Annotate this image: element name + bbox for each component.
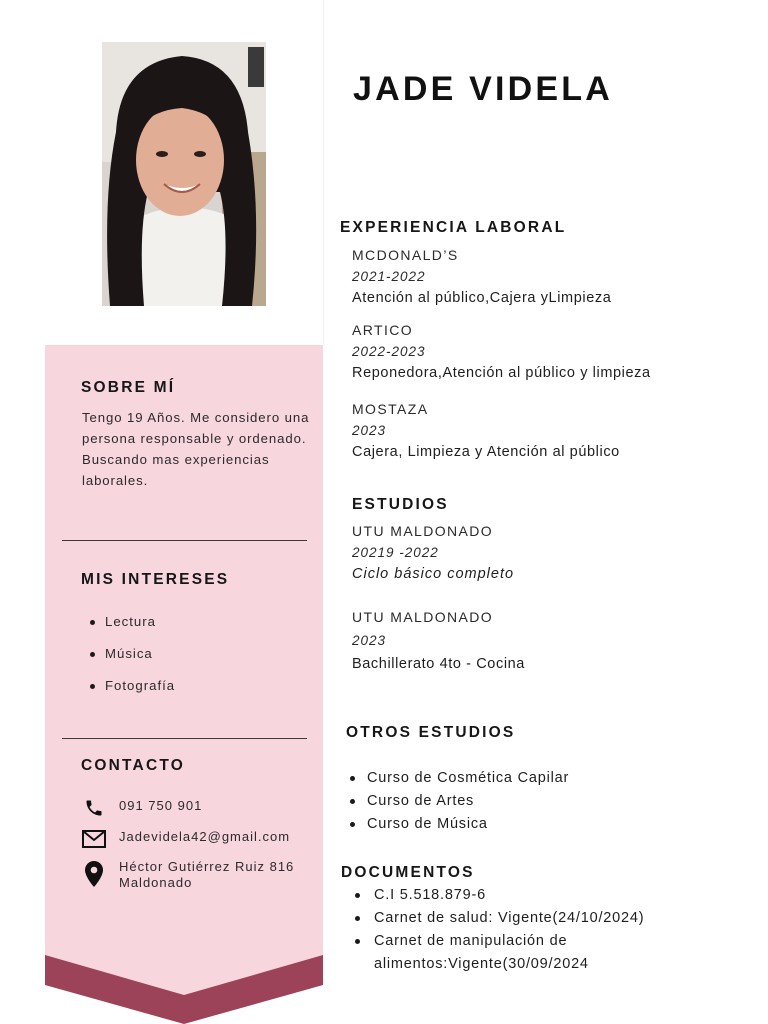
about-text: Tengo 19 Años. Me considero una persona responsable y ordenado. Buscando mas experiencias laborales.	[82, 410, 310, 488]
job-entry	[352, 246, 611, 308]
study-years: 20219 -2022	[352, 545, 439, 560]
study-description: Bachillerato 4to - Cocina	[352, 656, 525, 672]
other-studies-list	[348, 767, 569, 836]
column-divider	[323, 0, 324, 345]
documents-list	[353, 884, 693, 976]
study-entry	[352, 522, 514, 584]
job-description: Cajera, Limpieza y Atención al público	[352, 444, 620, 460]
documents-heading: DOCUMENTOS	[341, 864, 475, 881]
job-company: ARTICO	[352, 322, 414, 338]
job-company: MCDONALD’S	[352, 247, 459, 263]
job-description: Reponedora,Atención al público y limpieza	[352, 365, 651, 381]
experience-heading: EXPERIENCIA LABORAL	[340, 219, 567, 236]
other-studies-heading: OTROS ESTUDIOS	[346, 724, 516, 741]
interest-item: Fotografía	[88, 676, 175, 708]
phone-icon	[82, 798, 106, 818]
phone-number: 091 750 901	[119, 798, 203, 813]
study-school: UTU MALDONADO	[352, 609, 494, 625]
contact-address	[82, 859, 294, 891]
interests-list	[88, 612, 175, 708]
contact-email	[82, 829, 290, 849]
job-entry	[352, 400, 620, 462]
other-study-item: Curso de Cosmética Capilar	[348, 767, 569, 790]
address-text	[119, 859, 294, 891]
document-item: C.I 5.518.879-6	[353, 884, 693, 907]
document-item: Carnet de manipulación de alimentos:Vigente(30/09/2024	[353, 930, 653, 976]
contact-phone	[82, 798, 202, 818]
study-school: UTU MALDONADO	[352, 523, 494, 539]
location-pin-icon	[82, 859, 106, 889]
profile-photo-illustration	[102, 42, 266, 306]
interest-item: Música	[88, 644, 175, 676]
section-divider	[62, 738, 307, 739]
interest-item: Lectura	[88, 612, 175, 644]
interests-heading: MIS INTERESES	[81, 571, 230, 588]
job-years: 2021-2022	[352, 269, 426, 284]
study-description: Ciclo básico completo	[352, 566, 515, 582]
about-heading: SOBRE MÍ	[81, 379, 176, 396]
job-years: 2023	[352, 423, 387, 438]
email-icon	[82, 829, 106, 849]
address-line-1: Héctor Gutiérrez Ruiz 816	[119, 859, 295, 874]
study-entry	[352, 608, 525, 674]
profile-photo	[102, 42, 266, 306]
job-years: 2022-2023	[352, 344, 426, 359]
contact-heading: CONTACTO	[81, 757, 185, 774]
job-description: Atención al público,Cajera yLimpieza	[352, 290, 612, 306]
studies-heading: ESTUDIOS	[352, 496, 449, 513]
full-name: JADE VIDELA	[353, 70, 614, 108]
other-study-item: Curso de Música	[348, 813, 569, 836]
address-line-2: Maldonado	[119, 875, 193, 890]
study-years: 2023	[352, 633, 387, 648]
job-entry	[352, 321, 651, 383]
other-study-item: Curso de Artes	[348, 790, 569, 813]
section-divider	[62, 540, 307, 541]
document-item: Carnet de salud: Vigente(24/10/2024)	[353, 907, 693, 930]
job-company: MOSTAZA	[352, 401, 429, 417]
email-address: Jadevidela42@gmail.com	[119, 829, 291, 844]
